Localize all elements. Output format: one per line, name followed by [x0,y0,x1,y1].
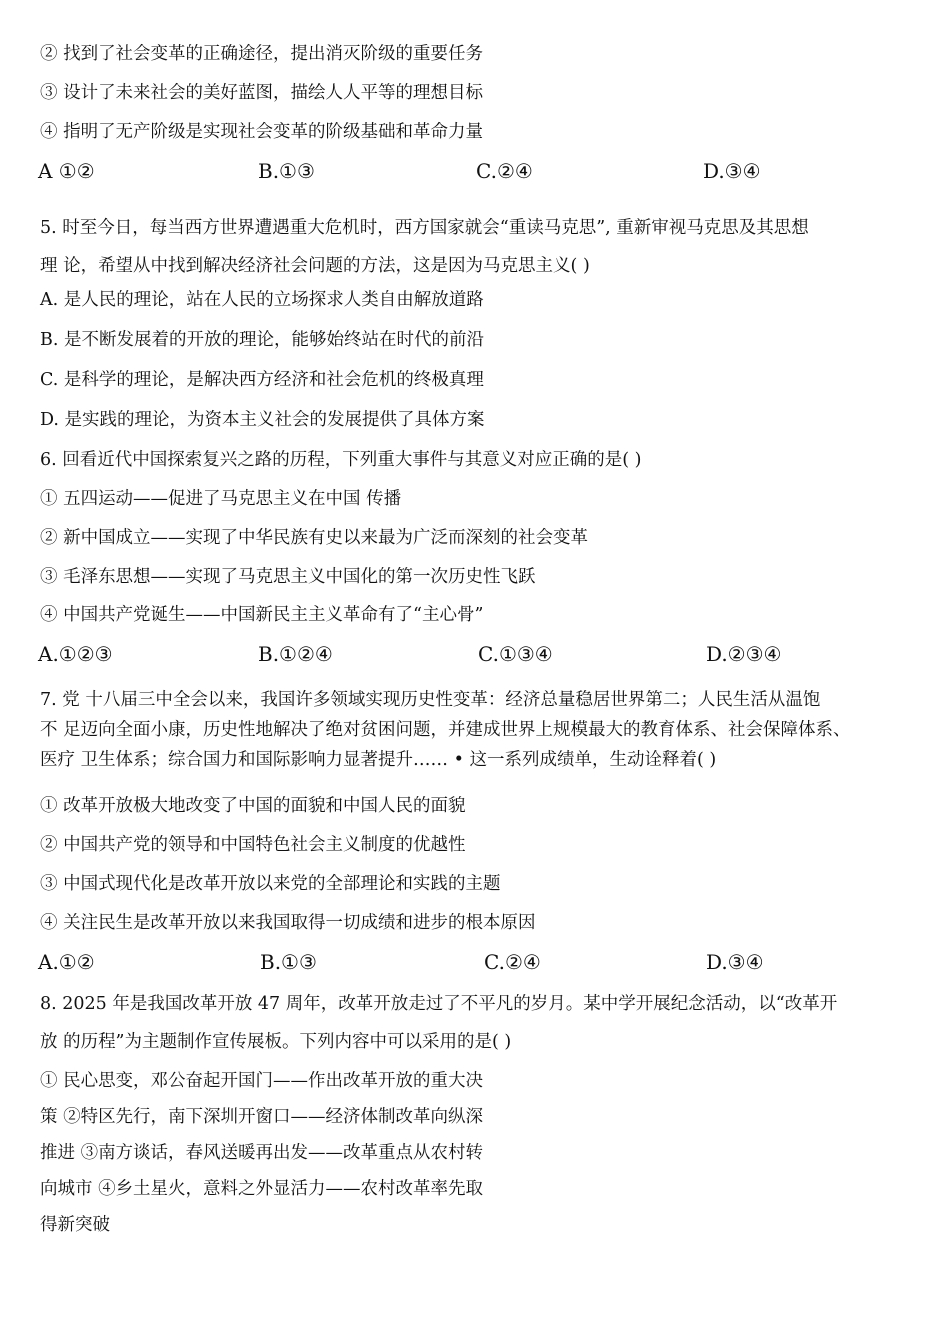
q8-statement-line-3: 推进 ③南方谈话，春风送暖再出发——改革重点从农村转 [40,1143,484,1163]
q8-stem-line-1: 8. 2025 年是我国改革开放 47 周年，改革开放走过了不平凡的岁月。某中学开展纪念活动，以“改革开 [40,994,838,1014]
q8-statement-line-2: 策 ②特区先行，南下深圳开窗口——经济体制改革向纵深 [40,1107,484,1127]
q6-option-a: A.①②③ [38,642,113,666]
q8-statement-line-1: ① 民心思变，邓公奋起开国门——作出改革开放的重大决 [40,1071,484,1091]
q7-statement-4: ④ 关注民生是改革开放以来我国取得一切成绩和进步的根本原因 [40,913,536,933]
q6-statement-1: ① 五四运动——促进了马克思主义在中国 传播 [40,489,402,509]
q6-option-c: C.①③④ [478,642,553,666]
q5-option-d: D. 是实践的理论，为资本主义社会的发展提供了具体方案 [40,410,485,430]
q5-stem-line-1: 5. 时至今日，每当西方世界遭遇重大危机时，西方国家就会“重读马克思”, 重新审视马克思及其思想 [40,218,809,238]
q6-statement-2: ② 新中国成立——实现了中华民族有史以来最为广泛而深刻的社会变革 [40,528,589,548]
q5-option-b: B. 是不断发展着的开放的理论，能够始终站在时代的前沿 [40,330,484,350]
q4-option-d: D.③④ [703,159,761,183]
q7-statement-1: ① 改革开放极大地改变了中国的面貌和中国人民的面貌 [40,796,466,816]
q6-stem: 6. 回看近代中国探索复兴之路的历程，下列重大事件与其意义对应正确的是( ) [40,450,642,470]
q7-statement-3: ③ 中国式现代化是改革开放以来党的全部理论和实践的主题 [40,874,501,894]
q6-option-b: B.①②④ [258,642,333,666]
q4-statement-3: ③ 设计了未来社会的美好蓝图，描绘人人平等的理想目标 [40,83,484,103]
q8-stem-line-2: 放 的历程”为主题制作宣传展板。下列内容中可以采用的是( ) [40,1032,512,1052]
q5-option-a: A. 是人民的理论，站在人民的立场探求人类自由解放道路 [40,290,484,310]
q7-stem-line-1: 7. 党 十八届三中全会以来，我国许多领域实现历史性变革：经济总量稳居世界第二；人民生活从温饱 [40,690,821,710]
q7-option-b: B.①③ [260,950,317,974]
q7-stem-line-3: 医疗 卫生体系；综合国力和国际影响力显著提升…… • 这一系列成绩单，生动诠释着( ) [40,750,717,770]
q5-option-c: C. 是科学的理论，是解决西方经济和社会危机的终极真理 [40,370,484,390]
q7-statement-2: ② 中国共产党的领导和中国特色社会主义制度的优越性 [40,835,466,855]
q8-statement-line-5: 得新突破 [40,1215,110,1235]
q7-option-d: D.③④ [706,950,764,974]
q7-option-a: A.①② [38,950,95,974]
q4-statement-2: ② 找到了社会变革的正确途径，提出消灭阶级的重要任务 [40,44,484,64]
q6-option-d: D.②③④ [706,642,782,666]
q7-stem-line-2: 不 足迈向全面小康，历史性地解决了绝对贫困问题，并建成世界上规模最大的教育体系、社会保障体系、 [40,720,851,740]
q4-option-b: B.①③ [258,159,315,183]
q6-statement-4: ④ 中国共产党诞生——中国新民主主义革命有了“主心骨” [40,605,484,625]
q7-option-c: C.②④ [484,950,541,974]
q5-stem-line-2: 理 论，希望从中找到解决经济社会问题的方法，这是因为马克思主义( ) [40,256,590,276]
q8-statement-line-4: 向城市 ④乡土星火，意料之外显活力——农村改革率先取 [40,1179,484,1199]
q4-statement-4: ④ 指明了无产阶级是实现社会变革的阶级基础和革命力量 [40,122,484,142]
q4-option-a: A ①② [38,159,95,183]
q4-option-c: C.②④ [476,159,533,183]
q6-statement-3: ③ 毛泽东思想——实现了马克思主义中国化的第一次历史性飞跃 [40,567,536,587]
